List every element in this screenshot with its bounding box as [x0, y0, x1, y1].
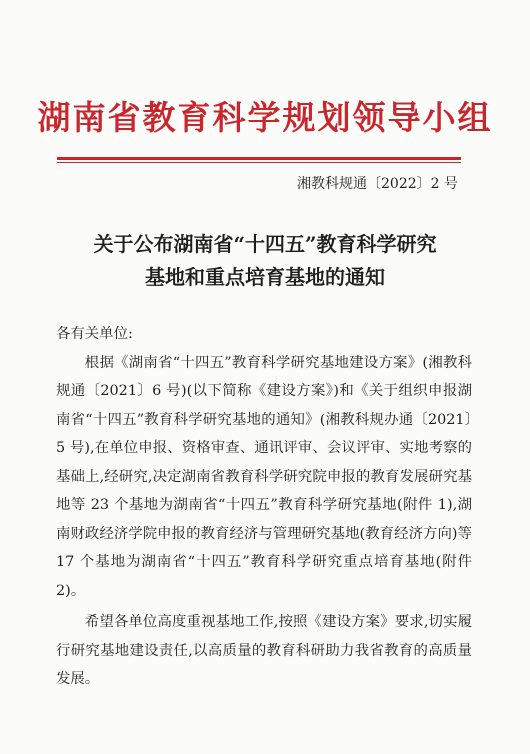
document-title: [0, 228, 530, 294]
body-paragraph-1: 根据《湖南省“十四五”教育科学研究基地建设方案》(湘教科规通〔2021〕6 号)(以下简称《建设方案》)和《关于组织申报湖南省“十四五”教育科学研究基地的通知》(湘教科规办通〔2021〕5 号),在单位申报、资格审查、通讯评审、会议评审、实地考察的基础上,经研究,决定湖南省教育科学研究院申报的教育发展研究基地等 23 个基地为湖南省“十四五”教育科学研究基地(附件 1),湖南财政经济学院申报的教育经济与管理研究基地(教育经济方向)等 17 个基地为湖南省“十四五”教育科学研究重点培育基地(附件 2)。: [56, 354, 472, 599]
masthead-rule-thin: [57, 162, 461, 163]
body-paragraph-2: 希望各单位高度重视基地工作,按照《建设方案》要求,切实履行研究基地建设责任,以高质量的教育科研助力我省教育的高质量发展。: [56, 614, 472, 687]
document-title-line-2: 基地和重点培育基地的通知: [145, 265, 385, 289]
salutation: 各有关单位:: [56, 326, 133, 342]
document-body: [56, 320, 472, 694]
masthead-rule-thick: [57, 157, 461, 160]
document-number: 湘教科规通〔2022〕2 号: [297, 176, 458, 192]
document-title-line-1: 关于公布湖南省“十四五”教育科学研究: [93, 232, 437, 256]
masthead-title: 湖南省教育科学规划领导小组: [37, 98, 493, 137]
